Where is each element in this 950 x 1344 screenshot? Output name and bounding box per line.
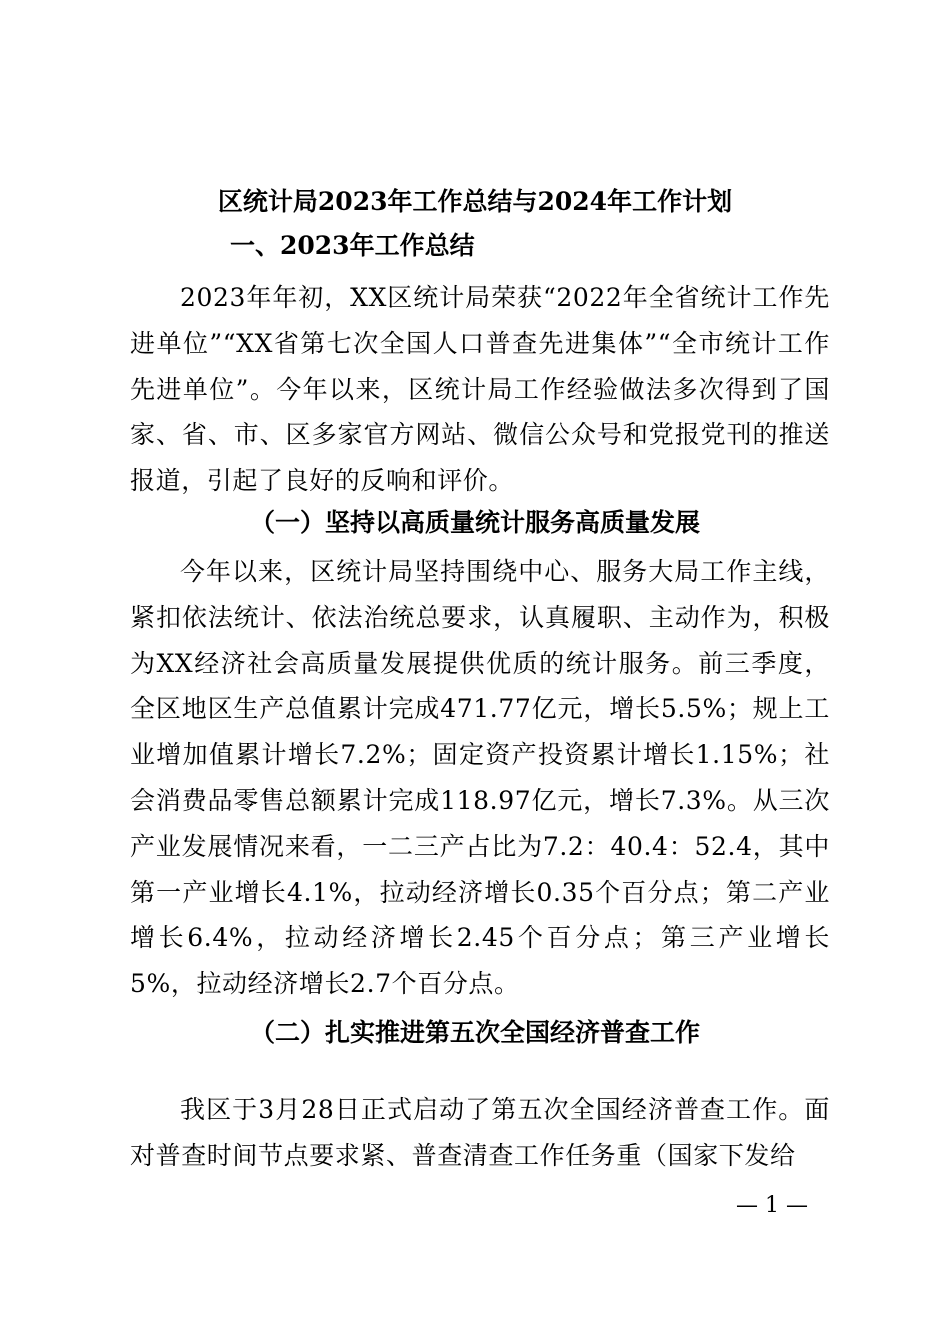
subsection-heading-high-quality-statistics: （一）坚持以高质量统计服务高质量发展 [249,508,700,537]
paragraph-economic-census: 我区于3月28日正式启动了第五次全国经济普查工作。面对普查时间节点要求紧、普查清查工作任务重（国家下发给 [130,1095,830,1170]
document-title: 区统计局2023年工作总结与2024年工作计划 [217,187,733,216]
subsection-heading-economic-census: （二）扎实推进第五次全国经济普查工作 [249,1018,700,1047]
section-heading-work-summary: 一、2023年工作总结 [230,231,475,260]
page-number: — 1 — [736,1193,808,1218]
paragraph-introduction: 2023年年初，XX区统计局荣获“2022年全省统计工作先进单位”“XX省第七次全国人口普查先进集体”“全市统计工作先进单位”。今年以来，区统计局工作经验做法多次得到了国家、省、市、区多家官方网站、微信公众号和党报党刊的推送报道，引起了良好的反响和评价。 [130,283,830,496]
paragraph-economic-statistics: 今年以来，区统计局坚持围绕中心、服务大局工作主线，紧扣依法统计、依法治统总要求，认真履职、主动作为，积极为XX经济社会高质量发展提供优质的统计服务。前三季度，全区地区生产总值累计完成471.77亿元，增长5.5%；规上工业增加值累计增长7.2%；固定资产投资累计增长1.15%；社会消费品零售总额累计完成118.97亿元，增长7.3%。从三次产业发展情况来看，一二三产占比为7.2：40.4：52.4，其中第一产业增长4.1%，拉动经济增长0.35个百分点；第二产业增长6.4%，拉动经济增长2.45个百分点；第三产业增长5%，拉动经济增长2.7个百分点。 [130,557,830,999]
